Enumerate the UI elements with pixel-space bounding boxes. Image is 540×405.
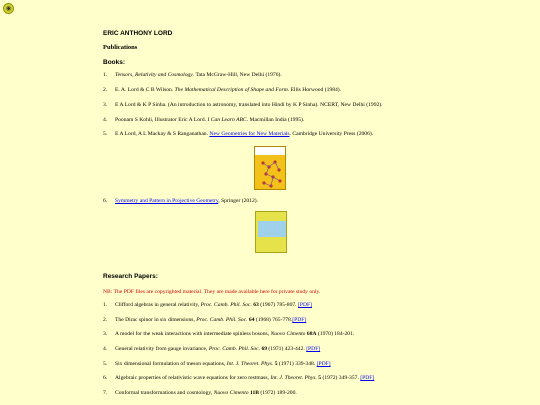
paper-item: 1. Clifford algebras in general relativity, Proc. Camb. Phil. Soc. 63 (1967) 785-807. [PDF] bbox=[103, 302, 312, 308]
paper-item: 7. Conformal transformations and cosmology, Nuovo Cimento 11B (1972) 189-200. bbox=[103, 390, 297, 396]
book-title: I Can Learn ABC bbox=[207, 117, 247, 123]
book-cover-image[interactable] bbox=[254, 146, 286, 190]
pdf-link[interactable]: [PDF] bbox=[360, 375, 375, 381]
book-link[interactable]: New Geometries for New Materials bbox=[209, 131, 290, 137]
book-item: 5. E A Lord, A L Mackay & S Ranganathan. New Geometries for New Materials. Cambridge University Press (2006). bbox=[103, 131, 374, 137]
pdf-link[interactable]: [PDF] bbox=[297, 302, 312, 308]
paper-item: 4. General relativity from gauge invariance, Proc. Camb. Phil. Soc. 69 (1971) 423-442. [PDF] bbox=[103, 346, 321, 352]
book-item: 4. Poonam S Kohli, Illustrator Eric A Lord. I Can Learn ABC. Macmillan India (1995). bbox=[103, 117, 305, 123]
paper-item: 6. Algebraic properties of relativistic wave equations for zero restmass, Int. J. Theoret. Phys. 5 (1972) 349-357. [PDF] bbox=[103, 375, 375, 381]
bookmark-icon[interactable]: ◉ bbox=[3, 3, 14, 14]
paper-item: 2. The Dirac spinor in six dimensions, Proc. Camb. Phil. Soc. 64 (1968) 765-778.[PDF] bbox=[103, 317, 307, 323]
book-title: The Mathematical Description of Shape and Form bbox=[174, 87, 288, 93]
paper-item: 5. Six dimensional formulation of meson equations, Int. J. Theoret. Phys. 5 (1971) 339-348. [PDF] bbox=[103, 361, 331, 367]
research-papers-heading: Research Papers: bbox=[103, 273, 158, 280]
book-item: 2. E. A. Lord & C B Wilson. The Mathematical Description of Shape and Form. Ellis Horwood (1984). bbox=[103, 87, 342, 93]
books-heading: Books: bbox=[103, 59, 126, 66]
book-item: 6. Symmetry and Pattern in Projective Geometry, Springer (2012). bbox=[103, 198, 259, 204]
pdf-link[interactable]: [PDF] bbox=[316, 361, 331, 367]
book-item: 1. Tensors, Relativity and Cosmology. Tata McGraw-Hill, New Delhi (1976). bbox=[103, 72, 282, 78]
book-title: Tensors, Relativity and Cosmology bbox=[115, 72, 193, 78]
book-item: 3. E A Lord & K P Sinha. (An introduction to astronomy, translated into Hindi by K P Sinha). NCERT, New Delhi (1992). bbox=[103, 102, 383, 108]
pdf-link[interactable]: [PDF] bbox=[292, 317, 307, 323]
pdf-link[interactable]: [PDF] bbox=[306, 346, 321, 352]
author-name: ERIC ANTHONY LORD bbox=[103, 30, 173, 37]
publications-heading: Publications bbox=[103, 44, 138, 51]
copyright-note: NB: The PDF files are copyrighted material. They are made available here for private study only. bbox=[103, 289, 321, 295]
book-link[interactable]: Symmetry and Pattern in Projective Geometry bbox=[115, 198, 219, 204]
paper-item: 3. A model for the weak interactions with intermediate spinless bosons, Nuovo Cimento 68A (1970) 184-201. bbox=[103, 331, 355, 337]
book-cover-image[interactable] bbox=[255, 211, 287, 253]
